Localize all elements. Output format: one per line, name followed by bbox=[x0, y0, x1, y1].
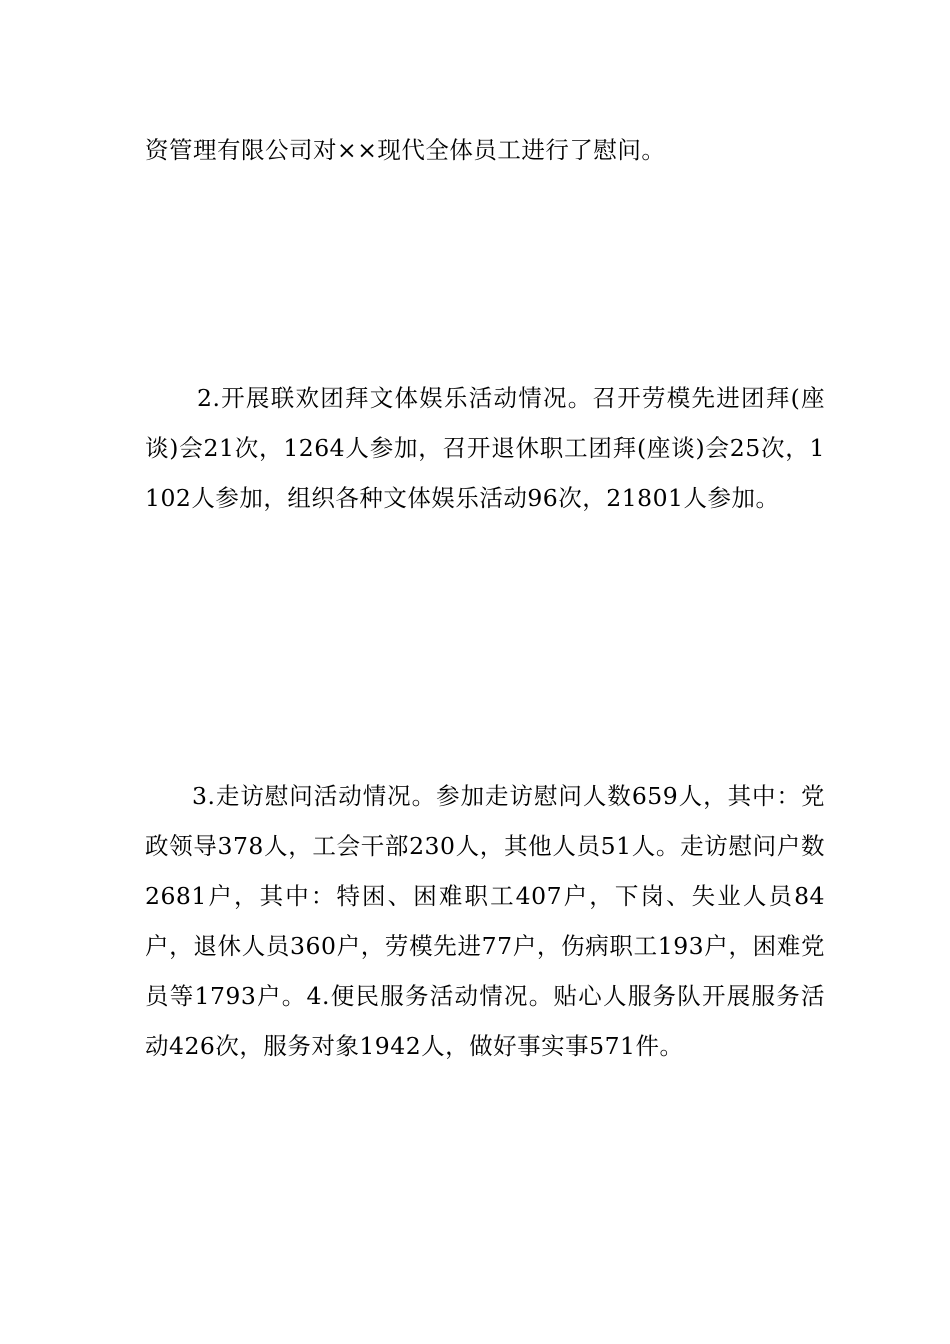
paragraph-entertainment-activities: 2.开展联欢团拜文体娱乐活动情况。召开劳模先进团拜(座谈)会21次，1264人参加，召开退休职工团拜(座谈)会25次，1102人参加，组织各种文体娱乐活动96次，21801人参加。 bbox=[145, 384, 825, 512]
paragraph-visit-activities: 3.走访慰问活动情况。参加走访慰问人数659人，其中：党政领导378人，工会干部230人，其他人员51人。走访慰问户数2681户，其中：特困、困难职工407户，下岗、失业人员84户，退休人员360户，劳模先进77户，伤病职工193户，困难党员等1793户。4.便民服务活动情况。贴心人服务队开展服务活动426次，服务对象1942人，做好事实事571件。 bbox=[145, 782, 825, 1060]
paragraph-continuation: 资管理有限公司对××现代全体员工进行了慰问。 bbox=[145, 136, 666, 164]
